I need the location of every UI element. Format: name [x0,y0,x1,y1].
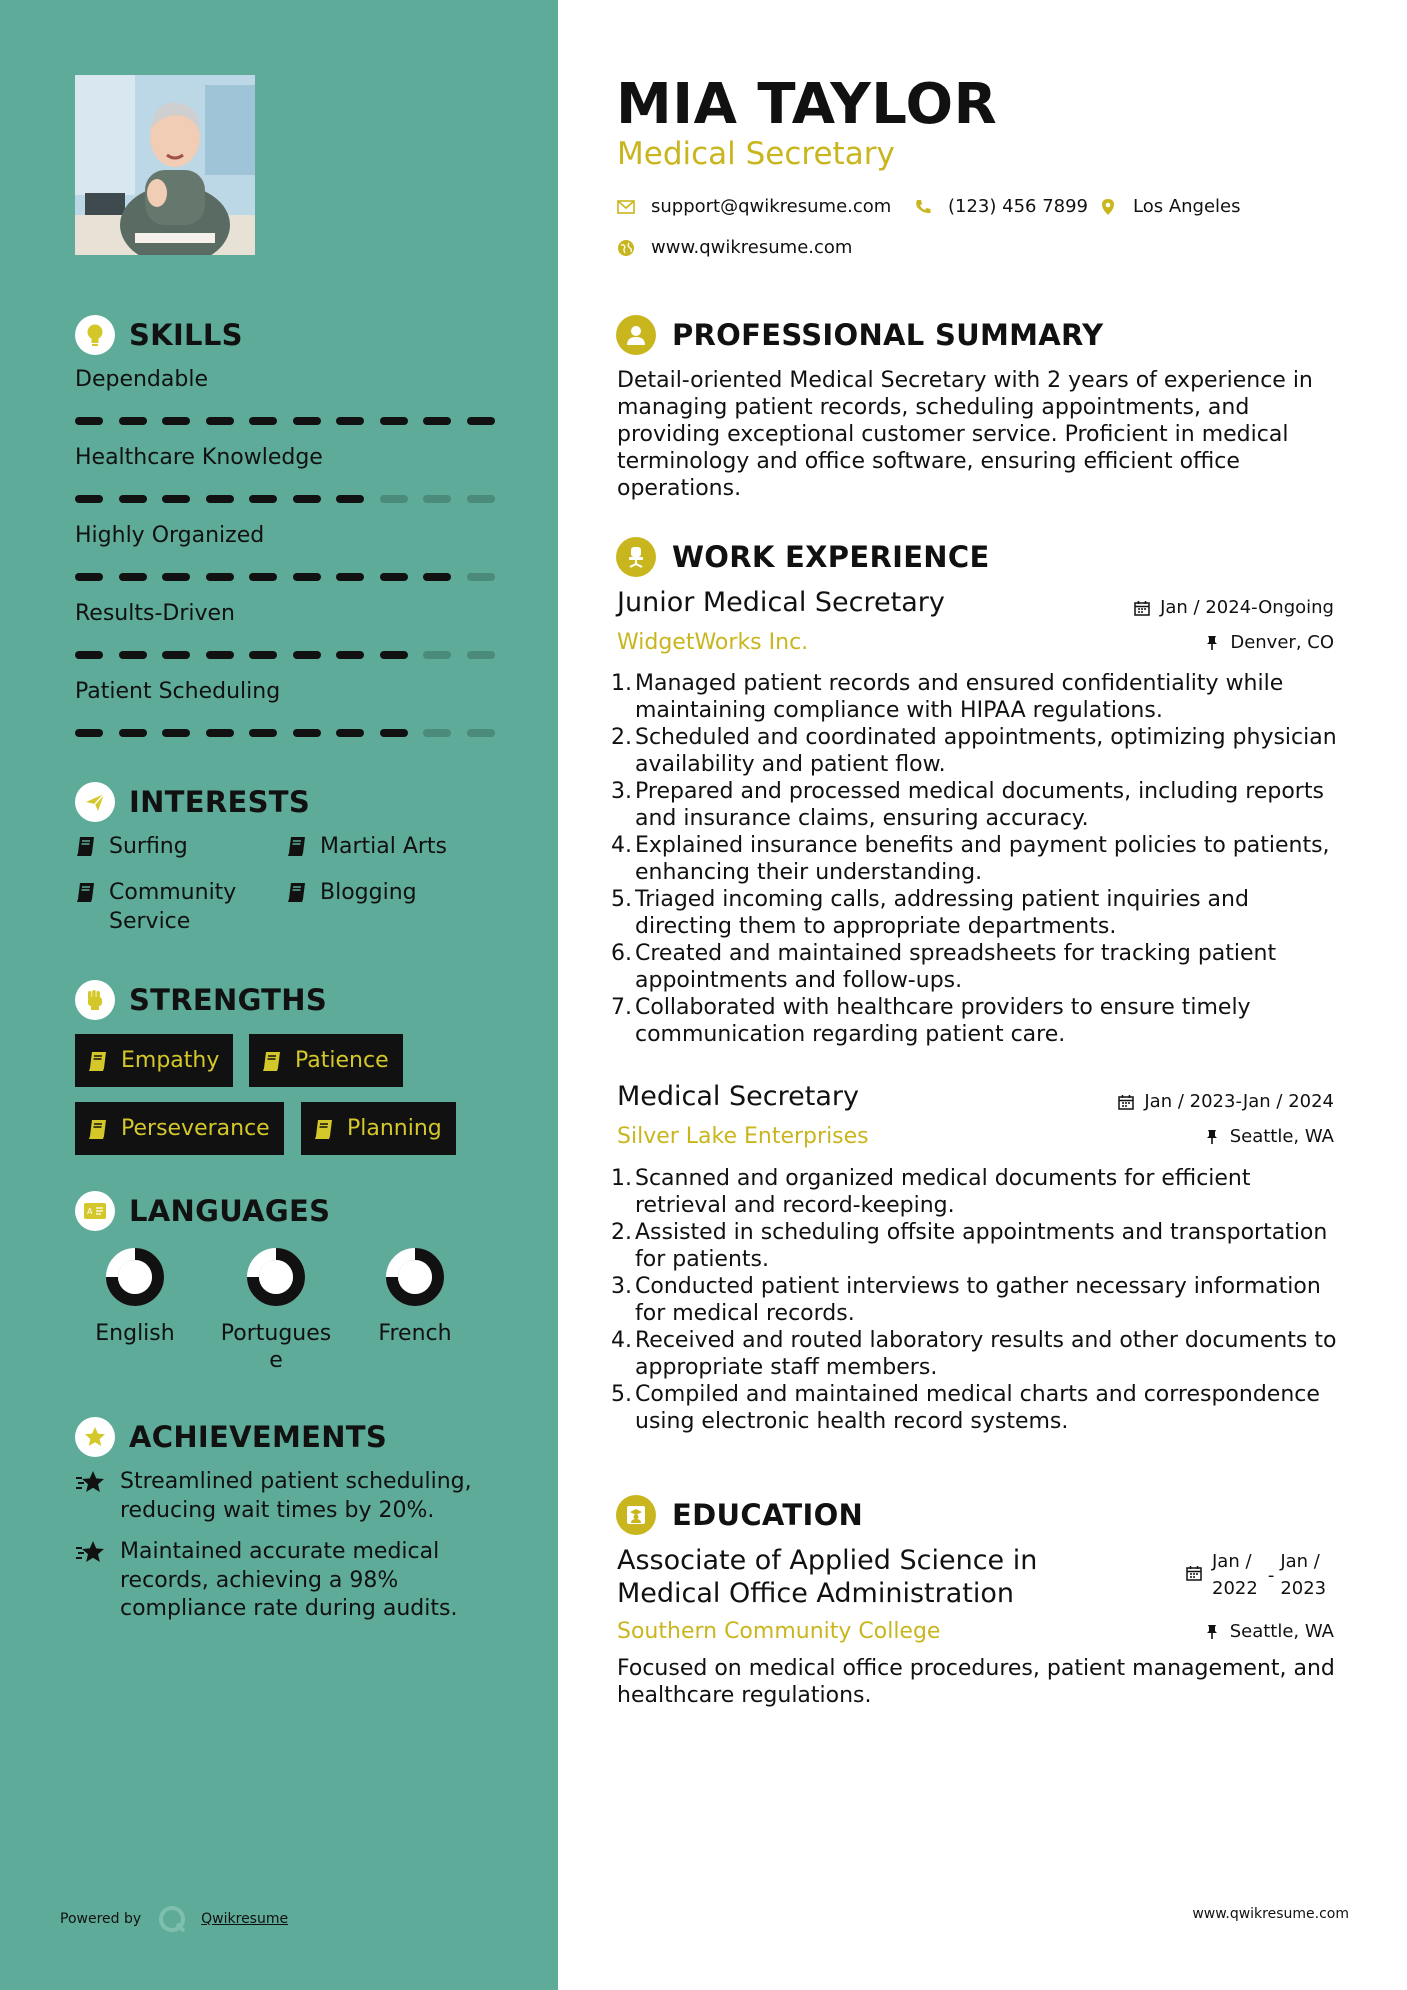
skill-dash [293,417,321,425]
book-icon [75,835,97,857]
company-name: Silver Lake Enterprises [617,1124,869,1149]
duty-item: Conducted patient interviews to gather necessary information for medical records. [635,1274,1321,1326]
strength-tag: Patience [249,1034,403,1087]
skill-dash [423,573,451,581]
book-icon [313,1118,335,1140]
skill-dash [467,729,495,737]
language-item [206,1246,346,1374]
skill-dash [380,573,408,581]
skill-dash [293,651,321,659]
duty-item: Managed patient records and ensured confidentiality while maintaining compliance with HIPAA regulations. [635,671,1284,723]
pushpin-icon [1204,1624,1220,1640]
language-item [345,1246,485,1347]
skill-dash [336,651,364,659]
skill-dash [249,495,277,503]
summary-text: Detail-oriented Medical Secretary with 2 years of experience in managing patient records, scheduling appointments, and providing exceptional customer service. Proficient in medical terminology and office software, ensuring efficient office operations. [617,368,1313,501]
skill-level-bar [75,729,510,737]
job-location: Denver, CO [1204,632,1334,653]
skill-dash [467,495,495,503]
skill-dash [293,573,321,581]
skill-dash [75,495,103,503]
skill-dash [162,729,190,737]
skills-heading [75,315,243,355]
pushpin-icon [1204,635,1220,651]
skill-dash [206,495,234,503]
job-title: Junior Medical Secretary [617,587,945,618]
ring-center [118,1260,152,1294]
interest-item: Martial Arts [286,832,447,861]
duty-item: Prepared and processed medical documents, including reports and insurance claims, ensuring accuracy. [635,779,1324,831]
map-pin-icon [1099,198,1117,216]
job-dates: Jan / 2023-Jan / 2024 [1118,1091,1334,1112]
duty-item: Created and maintained spreadsheets for tracking patient appointments and follow-ups. [635,941,1277,993]
education-dates [1186,1548,1326,1602]
skill-dash [423,651,451,659]
skill-label: Patient Scheduling [75,679,281,704]
skill-dash [119,495,147,503]
language-item [65,1246,205,1347]
language-level-ring [245,1246,307,1308]
skill-dash [249,417,277,425]
languages-title: LANGUAGES [129,1194,331,1228]
contact-location: Los Angeles [1099,196,1241,217]
duty-item: Scanned and organized medical documents for efficient retrieval and record-keeping. [635,1166,1251,1218]
skill-dash [336,573,364,581]
calendar-icon [1118,1094,1134,1110]
star-icon [75,1470,107,1496]
skill-dash [336,417,364,425]
job-location: Seattle, WA [1204,1126,1334,1147]
strength-tag: Planning [301,1102,456,1155]
strengths-title: STRENGTHS [129,983,328,1017]
skill-dash [380,729,408,737]
skill-label: Results-Driven [75,601,235,626]
language-name: English [95,1321,175,1346]
skill-dash [162,573,190,581]
skill-dash [423,417,451,425]
skill-dash [380,495,408,503]
svg-text:A: A [87,1207,93,1216]
skill-dash [75,651,103,659]
duty-item: Triaged incoming calls, addressing patient inquiries and directing them to appropriate departments. [635,887,1249,939]
date-separator: - [1267,1565,1275,1586]
language-name: Portuguese [220,1321,332,1373]
skill-dash [75,729,103,737]
school-name: Southern Community College [617,1619,941,1644]
pushpin-icon [1204,1129,1220,1145]
skill-level-bar [75,495,510,503]
skill-dash [75,417,103,425]
job-duties-list [617,670,1347,1048]
office-chair-icon [616,537,656,577]
company-name: WidgetWorks Inc. [617,630,809,655]
skill-dash [467,573,495,581]
skill-dash [249,651,277,659]
contact-phone[interactable]: (123) 456 7899 [914,196,1088,217]
job-duties-list [617,1165,1347,1435]
user-icon [616,315,656,355]
calendar-icon [1186,1565,1202,1581]
job-title: Medical Secretary [617,1081,859,1112]
lightbulb-icon [75,315,115,355]
book-icon [261,1050,283,1072]
skill-dash [162,417,190,425]
job-dates: Jan / 2024-Ongoing [1134,597,1334,618]
skill-dash [423,495,451,503]
candidate-role: Medical Secretary [617,136,895,172]
skill-dash [119,417,147,425]
star-icon [75,1540,107,1566]
ring-center [398,1260,432,1294]
interests-title: INTERESTS [129,785,311,819]
raised-fist-icon [75,980,115,1020]
education-end: Jan / 2023 [1280,1551,1327,1599]
skill-dash [75,573,103,581]
skill-dash [380,651,408,659]
degree-title: Associate of Applied Science in Medical Office Administration [617,1545,1038,1609]
skill-dash [119,651,147,659]
contact-website[interactable]: www.qwikresume.com [617,237,852,258]
duty-item: Explained insurance benefits and payment policies to patients, enhancing their understanding. [635,833,1330,885]
skill-level-bar [75,417,510,425]
summary-heading: PROFESSIONAL SUMMARY [616,315,1103,355]
education-location: Seattle, WA [1204,1621,1334,1642]
interests-heading [75,782,310,822]
skill-dash [423,729,451,737]
footer-website[interactable]: www.qwikresume.com [1192,1906,1349,1922]
skill-label: Dependable [75,367,208,392]
skill-dash [249,573,277,581]
qwikresume-link[interactable]: Qwikresume [201,1911,289,1927]
language-level-ring [104,1246,166,1308]
envelope-icon [617,198,635,216]
strengths-heading [75,980,327,1020]
graduate-icon [616,1495,656,1535]
skill-level-bar [75,573,510,581]
skill-dash [467,417,495,425]
education-start: Jan / 2022 [1212,1551,1258,1599]
achievement-item: Streamlined patient scheduling, reducing wait times by 20%. [75,1468,495,1525]
achievements-heading [75,1417,387,1457]
skill-dash [206,651,234,659]
language-level-ring [384,1246,446,1308]
skill-dash [162,651,190,659]
education-description: Focused on medical office procedures, patient management, and healthcare regulations. [617,1656,1335,1708]
strength-tag: Perseverance [75,1102,284,1155]
skill-dash [119,729,147,737]
book-icon [75,881,97,903]
skill-dash [293,495,321,503]
skill-label: Healthcare Knowledge [75,445,323,470]
book-icon [286,835,308,857]
interest-item: Community Service [75,878,265,936]
skill-dash [293,729,321,737]
contact-email[interactable]: support@qwikresume.com [617,196,891,217]
education-heading: EDUCATION [616,1495,863,1535]
duty-item: Collaborated with healthcare providers to ensure timely communication regarding patient care. [635,995,1251,1047]
skill-dash [380,417,408,425]
skill-dash [162,495,190,503]
skill-level-bar [75,651,510,659]
powered-by: Powered by Qwikresume [60,1904,288,1934]
experience-heading: WORK EXPERIENCE [616,537,990,577]
language-name: French [378,1321,452,1346]
book-icon [87,1118,109,1140]
profile-photo [75,75,255,255]
skill-dash [206,729,234,737]
book-icon [87,1050,109,1072]
star-icon [75,1417,115,1457]
duty-item: Assisted in scheduling offsite appointments and transportation for patients. [635,1220,1328,1272]
duty-item: Compiled and maintained medical charts and correspondence using electronic health record systems. [635,1382,1320,1434]
skill-dash [206,417,234,425]
skill-dash [206,573,234,581]
strength-tag: Empathy [75,1034,233,1087]
duty-item: Scheduled and coordinated appointments, optimizing physician availability and patient flow. [635,725,1337,777]
globe-icon [617,239,635,257]
interest-item: Surfing [75,832,188,861]
achievements-title: ACHIEVEMENTS [129,1420,388,1454]
skill-dash [249,729,277,737]
interest-item: Blogging [286,878,417,907]
languages-heading [75,1191,330,1231]
achievement-item: Maintained accurate medical records, achieving a 98% compliance rate during audits. [75,1538,495,1624]
skill-dash [119,573,147,581]
paper-plane-icon [75,782,115,822]
phone-icon [914,198,932,216]
candidate-name: MIA TAYLOR [616,72,998,137]
ring-center [259,1260,293,1294]
skill-dash [467,651,495,659]
skill-label: Highly Organized [75,523,265,548]
skill-dash [336,729,364,737]
language-card-icon [75,1191,115,1231]
skill-dash [336,495,364,503]
qwikresume-logo-icon [157,1904,187,1934]
duty-item: Received and routed laboratory results and other documents to appropriate staff members. [635,1328,1337,1380]
sidebar [0,0,558,1990]
skills-title: SKILLS [129,318,243,352]
book-icon [286,881,308,903]
calendar-icon [1134,600,1150,616]
